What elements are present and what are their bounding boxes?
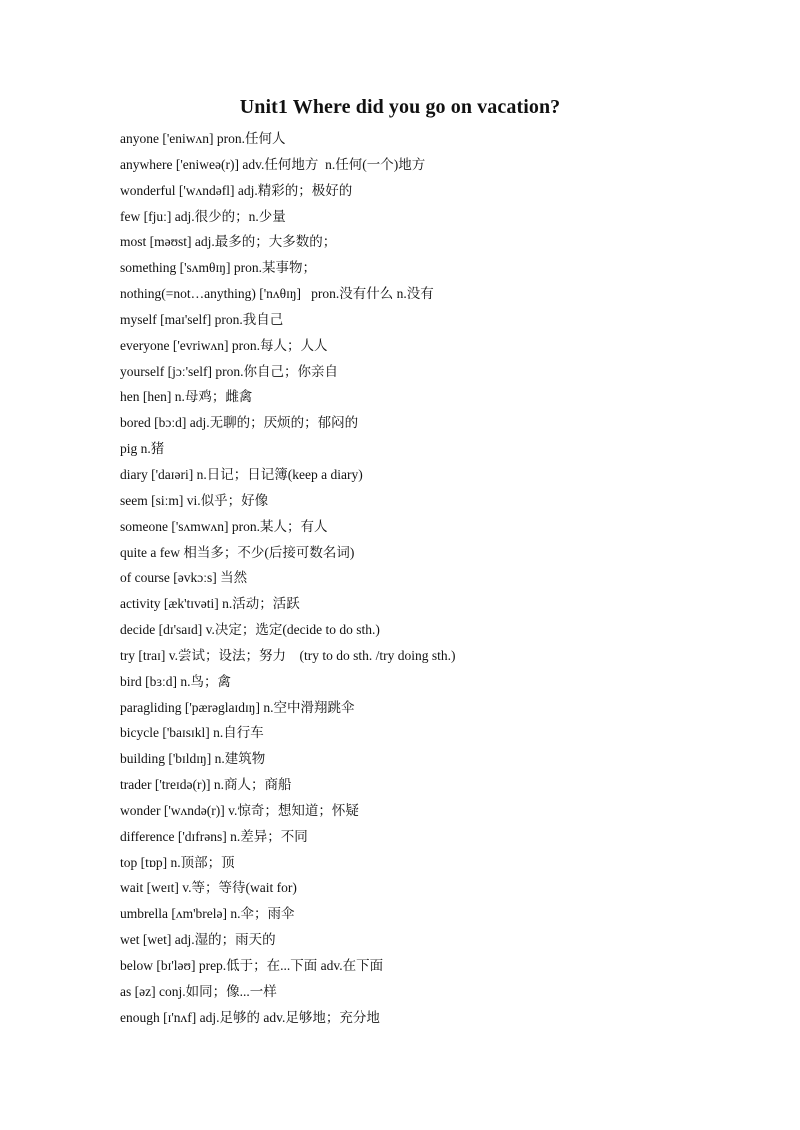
vocab-entry-decide: decide [dɪ'saɪd] v.决定；选定(decide to do sth.) [120,622,380,638]
vocab-entry-diary: diary ['daɪəri] n.日记；日记簿(keep a diary) [120,466,363,482]
vocab-entry-everyone: everyone ['evriwʌn] pron.每人；人人 [120,337,328,353]
unit-title: Unit1 Where did you go on vacation? [239,96,561,118]
vocab-entry-yourself: yourself [jɔː'self] pron.你自己；你亲自 [120,363,339,379]
vocab-entry-paragliding: paragliding ['pærəglaɪdɪŋ] n.空中滑翔跳伞 [120,699,355,715]
vocab-entry-anywhere: anywhere ['eniweə(r)] adv.任何地方 n.任何(一个)地方 [120,156,426,172]
vocab-entry-something: something ['sʌmθɪŋ] pron.某事物； [120,260,316,276]
vocab-entry-of-course: of course [əvkɔːs] 当然 [120,570,248,586]
vocab-entry-below: below [bɪ'ləʊ] prep.低于；在...下面 adv.在下面 [120,958,384,973]
vocab-entry-anyone: anyone ['eniwʌn] pron.任何人 [120,131,286,146]
vocab-entry-as: as [əz] conj.如同；像...一样 [120,983,277,999]
vocab-entry-nothing: nothing(=not…anything) ['nʌθɪŋ] pron.没有什么 n.没有 [120,286,434,302]
vocab-entry-trader: trader ['treɪdə(r)] n.商人；商船 [120,777,292,793]
vocab-entry-most: most [məʊst] adj.最多的；大多数的； [120,234,337,250]
vocab-entry-wait: wait [weɪt] v.等；等待(wait for) [120,880,297,896]
vocab-entry-enough: enough [ɪ'nʌf] adj.足够的 adv.足够地；充分地 [120,1009,380,1025]
vocab-entry-top: top [tɒp] n.顶部；顶 [120,854,235,870]
vocab-entry-pig: pig n.猪 [120,441,165,457]
vocabulary-list [120,128,760,1033]
vocab-entry-wet: wet [wet] adj.湿的；雨天的 [120,932,276,948]
vocab-entry-someone: someone ['sʌmwʌn] pron.某人；有人 [120,518,328,534]
vocab-entry-building: building ['bɪldɪŋ] n.建筑物 [120,751,266,767]
vocab-entry-hen: hen [hen] n.母鸡；雌禽 [120,389,253,405]
vocab-entry-seem: seem [siːm] vi.似乎；好像 [120,492,269,508]
vocab-entry-umbrella: umbrella [ʌm'brelə] n.伞；雨伞 [120,906,295,922]
vocab-entry-myself: myself [maɪ'self] pron.我自己 [120,311,284,327]
vocab-entry-difference: difference ['dɪfrəns] n.差异；不同 [120,828,308,844]
vocab-entry-wonderful: wonderful ['wʌndəfl] adj.精彩的；极好的 [120,182,353,198]
vocab-entry-bicycle: bicycle ['baɪsɪkl] n.自行车 [120,725,264,741]
vocab-entry-bored: bored [bɔːd] adj.无聊的；厌烦的；郁闷的 [120,415,359,431]
vocab-entry-wonder: wonder ['wʌndə(r)] v.惊奇；想知道；怀疑 [120,802,359,818]
vocab-entry-quite-a-few: quite a few 相当多；不少(后接可数名词) [120,544,355,560]
vocab-entry-bird: bird [bɜːd] n.鸟；禽 [120,673,232,689]
vocab-entry-try: try [traɪ] v.尝试；设法；努力 (try to do sth. /try doing sth.) [120,647,456,663]
vocab-entry-few: few [fjuː] adj.很少的；n.少量 [120,208,286,224]
vocab-entry-activity: activity [æk'tɪvəti] n.活动；活跃 [120,596,300,612]
